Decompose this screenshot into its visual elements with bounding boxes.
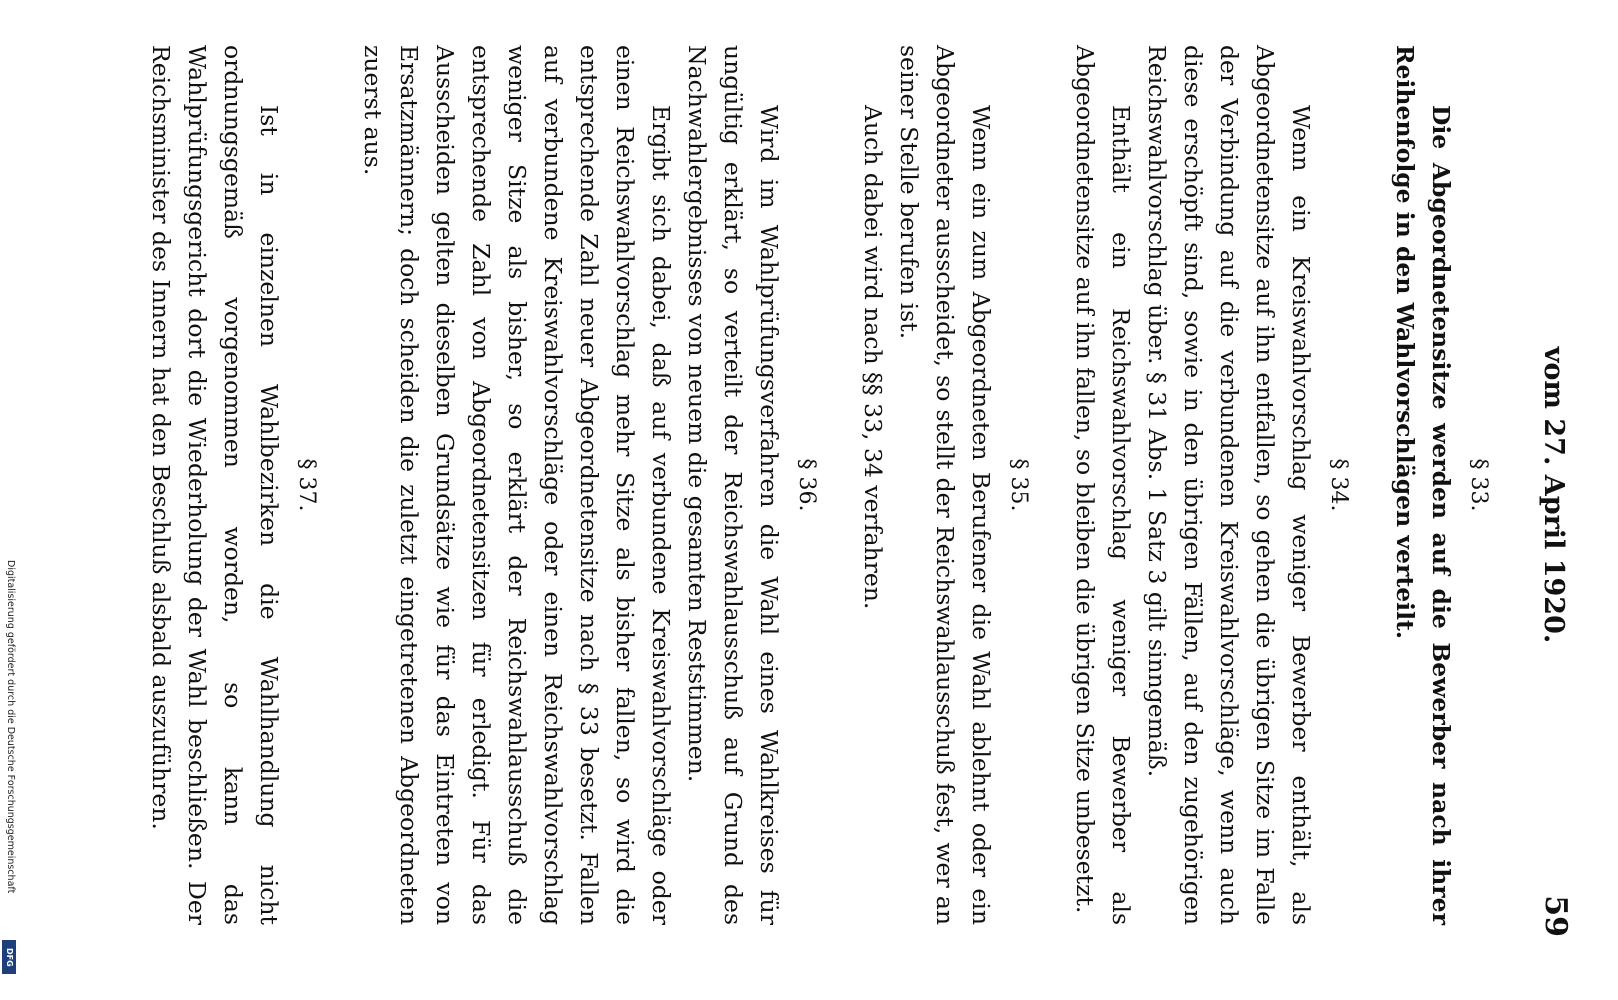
- paragraph: Ergibt sich dabei, daß auf verbundene Kreiswahlvorschläge oder einen Reichswahlvorschlag mehr Sitze als bisher fallen, so wird die entsprechende Zahl neuer Abgeordnetensitze nach § 33 besetzt. Fallen auf verbundene Kreiswahlvorschläge oder einen Reichswahlvorschlag weniger Sitze als bisher, so erklärt der Reichswahlausschuß die entsprechende Zahl von Abgeordnetensitzen für erledigt. Für das Ausscheiden gelten dieselben Grundsätze wie für das Eintreten von Ersatzmännern; doch scheiden die zuletzt eingetretenen Abgeordneten zuerst aus.: [359, 45, 675, 925]
- section-34: [1067, 45, 1355, 925]
- section-heading: § 35.: [1006, 458, 1031, 512]
- paragraph: Enthält ein Reichswahlvorschlag weniger Bewerber als Abgeordnetensitze auf ihn fallen, so bleiben die übrigen Sitze unbesetzt.: [1071, 45, 1135, 925]
- section-heading: § 37.: [294, 458, 319, 512]
- paragraph: Wenn ein Kreiswahlvorschlag weniger Bewerber enthält, als Abgeordnetensitze auf ihn entfallen, so gehen die übrigen Sitze im Falle der Verbindung auf die verbundenen Kreiswahlvorschläge, wenn auch diese erschöpft sind, sowie in den übrigen Fällen, auf den zugehörigen Reichswahlvorschlag über. § 31 Abs. 1 Satz 3 gilt sinngemäß.: [1143, 45, 1315, 925]
- digitization-credit-text: Digitalisierung gefördert durch die Deutsche Forschungsgemeinschaft: [5, 560, 16, 894]
- paragraph: Wird im Wahlprüfungsverfahren die Wahl eines Wahlkreises für ungültig erklärt, so verteilt der Reichswahlausschuß auf Grund des Nachwahlergebnisses von neuem die gesamten Reststimmen.: [683, 45, 783, 925]
- page-header: [1529, 45, 1575, 945]
- section-heading: § 33.: [1466, 458, 1491, 512]
- paragraph: Die Abgeordnetensitze werden auf die Bewerber nach ihrer Reihenfolge in den Wahlvorschlägen verteilt.: [1391, 45, 1455, 925]
- paragraph: Auch dabei wird nach §§ 33, 34 verfahren.: [859, 105, 887, 610]
- dfg-logo: DFG: [2, 940, 16, 974]
- section-35: [855, 45, 1035, 925]
- section-heading: § 34.: [1326, 458, 1351, 512]
- paragraph: Ist in einzelnen Wahlbezirken die Wahlhandlung nicht ordnungsgemäß vorgenommen worden, so kann das Wahlprüfungsgericht dort die Wiederholung der Wahl beschließen. Der Reichsminister des Innern hat den Beschluß alsbald auszuführen.: [147, 45, 283, 925]
- section-33: [1387, 45, 1495, 925]
- rotated-page-content: [55, 45, 1575, 945]
- section-heading: § 36.: [794, 458, 819, 512]
- digitization-credit: [2, 560, 18, 980]
- header-date: vom 27. April 1920.: [1538, 346, 1569, 644]
- section-36: [355, 45, 823, 925]
- page-number: 59: [1538, 895, 1573, 937]
- section-37: [143, 45, 323, 925]
- paragraph: Wenn ein zum Abgeordneten Berufener die Wahl ablehnt oder ein Abgeordneter ausscheidet, so stellt der Reichswahlausschuß fest, wer an seiner Stelle berufen ist.: [895, 45, 995, 925]
- document-body: [143, 45, 1497, 925]
